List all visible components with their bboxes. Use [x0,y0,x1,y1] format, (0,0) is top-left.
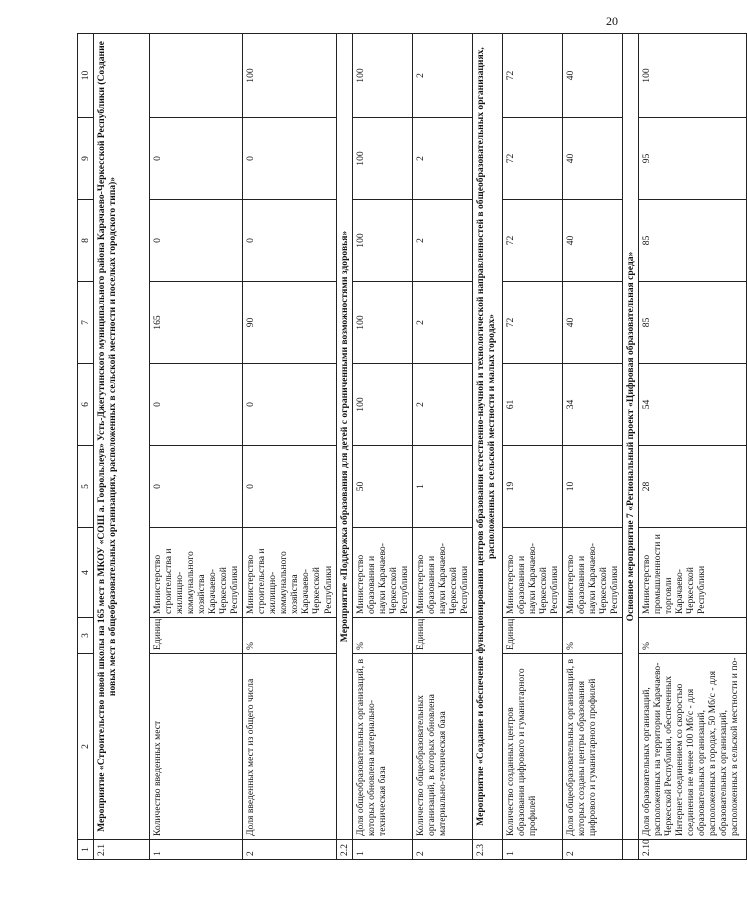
row-number: 2 [563,840,623,860]
value-cell: 100 [352,34,412,118]
row-number: 1 [502,840,562,860]
unit-cell: % [563,618,623,654]
value-cell: 100 [352,118,412,200]
value-cell: 0 [150,364,243,446]
indicator-name: Количество созданных центров образования цифрового и гуманитарного профилей [502,654,562,840]
value-cell: 2 [412,282,472,364]
value-cell: 0 [243,200,336,282]
value-cell: 2 [412,200,472,282]
value-cell: 100 [352,282,412,364]
unit-cell: % [639,618,747,654]
row-number: 2 [412,840,472,860]
column-number: 3 [78,618,94,654]
value-cell: 100 [352,364,412,446]
value-cell: 40 [563,34,623,118]
section-title: Мероприятие «Строительство новой школы на 165 мест в МКОУ «СОШ а. Гоорольлеув» Усть-Джегутинского муниципального района Карачаево-Черкесской Республики (Создание новых мест в общеобразовательных организациях, расположенных в сельской местности и поселках городского типа)» [94,34,150,840]
value-cell: 2 [412,364,472,446]
column-number: 10 [78,34,94,118]
value-cell: 72 [502,118,562,200]
indicator-name: Доля общеобразовательных организаций, в которых обновлена материально-техническая база [352,654,412,840]
value-cell: 85 [639,282,747,364]
responsible-cell: Министерство образования и науки Карачаево-Черкесской Республики [563,528,623,618]
row-number: 1 [352,840,412,860]
value-cell: 40 [563,282,623,364]
unit-cell: Единиц [150,618,243,654]
indicator-name: Количество введенных мест [150,654,243,840]
value-cell: 165 [150,282,243,364]
column-number: 2 [78,654,94,840]
value-cell: 85 [639,200,747,282]
section-header-row [623,34,639,860]
value-cell: 72 [502,282,562,364]
section-header-row [94,34,150,860]
column-number: 5 [78,446,94,528]
unit-cell: Единиц [502,618,562,654]
column-number: 8 [78,200,94,282]
section-header-row [336,34,352,860]
responsible-cell: Министерство образования и науки Карачаево-Черкесской Республики [352,528,412,618]
section-number [623,840,639,860]
value-cell: 54 [639,364,747,446]
value-cell [150,34,243,118]
value-cell: 19 [502,446,562,528]
indicator-name: Доля образовательных организаций, расположенных на территории Карачаево-Черкесской Республики, обеспеченных Интернет-соединением со скоростью соединения не менее 100 Мб/с - для образовательных организаций, расположенных в городах, 50 Мб/с - для образовательных организаций, расположенных в сельской местности и по- [639,654,747,840]
responsible-cell: Министерство строительства и жилищно-коммунального хозяйства Карачаево-Черкесской Республики [150,528,243,618]
unit-cell: % [352,618,412,654]
value-cell: 2 [412,118,472,200]
responsible-cell: Министерство образования и науки Карачаево-Черкесской Республики [412,528,472,618]
page-number: 20 [606,14,618,28]
unit-cell: % [243,618,336,654]
column-number: 9 [78,118,94,200]
table-rotation-frame [77,34,741,860]
column-number: 7 [78,282,94,364]
value-cell: 10 [563,446,623,528]
table-row [639,34,747,860]
section-title: Мероприятие «Поддержка образования для детей с ограниченными возможностями здоровья» [336,34,352,840]
table-row [150,34,243,860]
column-number-row [78,34,94,860]
value-cell: 61 [502,364,562,446]
indicator-name: Доля введенных мест из общего числа [243,654,336,840]
value-cell: 2 [412,34,472,118]
value-cell: 1 [412,446,472,528]
value-cell: 28 [639,446,747,528]
section-number: 2.1 [94,840,150,860]
row-number: 2.10 [639,840,747,860]
indicator-name: Доля общеобразовательных организаций, в которых созданы центры образования цифрового и гуманитарного профилей [563,654,623,840]
value-cell: 40 [563,200,623,282]
value-cell: 100 [352,200,412,282]
value-cell: 72 [502,34,562,118]
table-row [412,34,472,860]
value-cell: 34 [563,364,623,446]
value-cell: 100 [243,34,336,118]
value-cell: 95 [639,118,747,200]
column-number: 1 [78,840,94,860]
value-cell: 0 [243,364,336,446]
section-number: 2.3 [472,840,502,860]
section-title: Основное мероприятие 7 «Региональный проект «Цифровая образовательная среда» [623,34,639,840]
table-row [563,34,623,860]
table-row [352,34,412,860]
value-cell: 100 [639,34,747,118]
value-cell: 0 [150,446,243,528]
value-cell: 0 [243,118,336,200]
value-cell: 40 [563,118,623,200]
section-title: Мероприятие «Создание и обеспечение функционирования центров образования естественно-научной и технологической направленностей в общеобразовательных организациях, расположенных в сельской местности и малых городах» [472,34,502,840]
responsible-cell: Министерство образования и науки Карачаево-Черкесской Республики [502,528,562,618]
table-row [502,34,562,860]
section-number: 2.2 [336,840,352,860]
indicator-name: Количество общеобразовательных организаций, в которых обновлена материально-техническая база [412,654,472,840]
responsible-cell: Министерство строительства и жилищно-коммунального хозяйства Карачаево-Черкесской Республики [243,528,336,618]
row-number: 2 [243,840,336,860]
value-cell: 50 [352,446,412,528]
value-cell: 90 [243,282,336,364]
responsible-cell: Министерство промышленности и торговли Карачаево-Черкесской Республики [639,528,747,618]
value-cell: 0 [150,118,243,200]
rotated-table-container [77,34,741,860]
value-cell: 0 [243,446,336,528]
value-cell: 0 [150,200,243,282]
unit-cell: Единиц [412,618,472,654]
column-number: 6 [78,364,94,446]
section-header-row [472,34,502,860]
table-row [243,34,336,860]
value-cell: 72 [502,200,562,282]
row-number: 1 [150,840,243,860]
indicators-table [77,33,747,860]
column-number: 4 [78,528,94,618]
